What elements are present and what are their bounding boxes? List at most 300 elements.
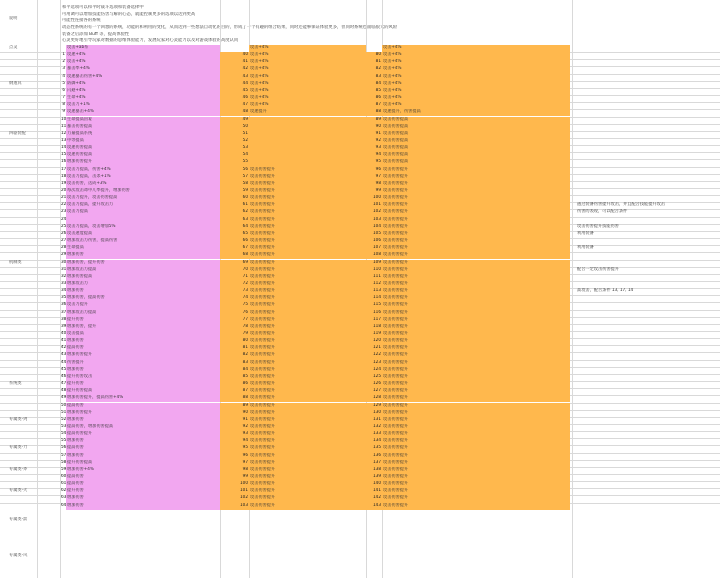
cell-h: 攻击+4% [382, 59, 570, 66]
row-number-right: 86 [366, 95, 382, 102]
row-number-mid: 79 [220, 331, 249, 338]
row-number-right: 134 [366, 438, 382, 445]
row-number-left: 31 [61, 266, 66, 271]
row-number-right: 118 [366, 324, 382, 331]
section-label-sec7: 专属类-刀 [9, 445, 28, 450]
row-number-right: 105 [366, 231, 382, 238]
row-number-mid: 96 [220, 453, 249, 460]
cell-e: 攻击伤害提升 [249, 403, 366, 410]
cell-h: 攻击伤害提升 [382, 417, 570, 424]
top-description [62, 5, 482, 45]
cell-b: 增加伤害提升 [66, 352, 220, 359]
row-number-right: 83 [366, 74, 382, 81]
row-number-left: 18 [61, 173, 66, 178]
row-number-left: 39 [61, 323, 66, 328]
row-number-left: 49 [61, 395, 66, 400]
cell-b: 提升伤害 [66, 488, 220, 495]
row-number-right: 114 [366, 295, 382, 302]
cell-e: 攻击伤害提升 [249, 495, 366, 502]
cell-h: 攻击伤害提升 [382, 195, 570, 202]
row-number-mid: 60 [220, 195, 249, 202]
row-number-mid: 72 [220, 281, 249, 288]
row-number-left: 56 [61, 445, 66, 450]
cell-e: 攻击伤害提升 [249, 217, 366, 224]
cell-h: 攻击伤害提升 [382, 338, 570, 345]
cell-b: 提高伤害 [66, 474, 220, 481]
cell-e: 攻击伤害提升 [249, 424, 366, 431]
cell-h: 攻击伤害提升 [382, 274, 570, 281]
cell-b: 增加伤害，提升伤害 [66, 260, 220, 267]
row-number-left: 5 [62, 80, 65, 85]
cell-b: 增加伤害 [66, 288, 220, 295]
row-number-mid: 97 [220, 460, 249, 467]
row-number-left: 62 [61, 488, 66, 493]
row-number-mid: 43 [220, 74, 249, 81]
cell-e: 攻击伤害提升 [249, 474, 366, 481]
cell-h: 攻击伤害提升 [382, 224, 570, 231]
cell-b: 增加伤害 [66, 503, 220, 510]
cell-e: 攻击伤害提升 [249, 267, 366, 274]
cell-b: 生命+4% [66, 95, 220, 102]
row-number-mid: 92 [220, 424, 249, 431]
row-number-mid: 75 [220, 302, 249, 309]
row-number-mid: 48 [220, 109, 249, 116]
cell-h: 攻击伤害提升 [382, 495, 570, 502]
cell-e: 攻击伤害提升 [249, 438, 366, 445]
row-number-mid: 49 [220, 117, 249, 124]
cell-h: 攻击伤害提升 [382, 181, 570, 188]
cell-b: 提高伤害 [66, 445, 220, 452]
cell-b: 暴击率+4% [66, 66, 220, 73]
row-number-left: 13 [61, 137, 66, 142]
cell-h: 攻击伤害提升 [382, 352, 570, 359]
row-number-left: 38 [61, 316, 66, 321]
row-number-right: 98 [366, 181, 382, 188]
cell-b: 攻速暴击+4% [66, 109, 220, 116]
cell-e: 攻击伤害提升 [249, 288, 366, 295]
row-number-mid: 94 [220, 438, 249, 445]
cell-e: 攻击伤害提升 [249, 252, 366, 259]
row-number-right: 122 [366, 352, 382, 359]
row-number-right: 103 [366, 217, 382, 224]
cell-b: 增加攻击力伤害，提高伤害 [66, 238, 220, 245]
row-number-right: 126 [366, 381, 382, 388]
row-number-right: 121 [366, 345, 382, 352]
row-number-mid: 57 [220, 174, 249, 181]
description-line: 装备之后添加 Buff 等，提高体验性 [62, 31, 130, 37]
cell-b [66, 217, 220, 224]
row-number-right: 92 [366, 138, 382, 145]
row-number-left: 42 [61, 345, 66, 350]
section-label-sec9: 专属类-火 [9, 488, 28, 493]
row-number-mid: 86 [220, 381, 249, 388]
header-cell-e: 攻击+4% [249, 45, 366, 52]
cell-e: 攻击伤害提升 [249, 431, 366, 438]
row-number-right: 132 [366, 424, 382, 431]
cell-h: 攻击+4% [382, 66, 570, 73]
row-number-mid: 63 [220, 217, 249, 224]
cell-e: 攻击伤害提升 [249, 324, 366, 331]
cell-h: 攻击伤害提升 [382, 174, 570, 181]
row-number-left: 19 [61, 180, 66, 185]
cell-b: 提高伤害，增加伤害提高 [66, 424, 220, 431]
cell-b: 提升伤害提高 [66, 388, 220, 395]
cell-b: 增加伤害+4% [66, 467, 220, 474]
cell-b: 每次攻击命中几率提升，增加伤害 [66, 188, 220, 195]
cell-b: 防御+4% [66, 81, 220, 88]
cell-e: 攻击伤害提升 [249, 360, 366, 367]
cell-h: 攻击伤害提升 [382, 395, 570, 402]
cell-b: 攻击力提高 [66, 209, 220, 216]
row-number-right: 124 [366, 367, 382, 374]
row-number-left: 63 [61, 495, 66, 500]
cell-e: 攻击伤害提升 [249, 238, 366, 245]
cell-b: 增加伤害 [66, 367, 220, 374]
cell-e: 攻击+4% [249, 66, 366, 73]
row-number-left: 30 [61, 259, 66, 264]
cell-e: 攻击伤害提升 [249, 209, 366, 216]
row-number-mid: 66 [220, 238, 249, 245]
row-number-right: 106 [366, 238, 382, 245]
cell-b: 力量提高系统 [66, 131, 220, 138]
note-text: 攻击伤害提升技能伤害 [577, 223, 619, 228]
cell-h: 攻击伤害提升 [382, 403, 570, 410]
section-label-sec10: 专属类-箭 [9, 516, 28, 521]
cell-b: 暴击伤害提高 [66, 124, 220, 131]
cell-b: 增加攻击力提高 [66, 310, 220, 317]
cell-b: 提高伤害提升 [66, 431, 220, 438]
cell-h: 攻击伤害提升 [382, 503, 570, 510]
cell-e: 攻击伤害提升 [249, 245, 366, 252]
cell-b: 攻速伤害提高 [66, 145, 220, 152]
section-label-sec8: 专属类-斧 [9, 466, 28, 471]
cell-h: 攻击伤害提升 [382, 324, 570, 331]
row-number-left: 52 [61, 416, 66, 421]
row-number-left: 8 [62, 102, 65, 107]
row-number-mid: 93 [220, 431, 249, 438]
row-number-left: 35 [61, 295, 66, 300]
cell-h: 攻击伤害提升 [382, 467, 570, 474]
row-number-mid: 80 [220, 338, 249, 345]
cell-h: 攻击伤害提升 [382, 217, 570, 224]
cell-e: 攻击伤害提升 [249, 453, 366, 460]
cell-h: 攻击伤害提升 [382, 302, 570, 309]
cell-b: 攻击提高 [66, 331, 220, 338]
row-number-left: 2 [62, 59, 65, 64]
cell-h: 攻击伤害提升 [382, 188, 570, 195]
row-number-right: 108 [366, 252, 382, 259]
row-number-right: 111 [366, 274, 382, 281]
row-number-left: 9 [62, 109, 65, 114]
section-label-sec6: 专属类-剑 [9, 416, 28, 421]
section-label-sec4: 机制类 [9, 259, 22, 264]
note-text: 通过装备伤害提升攻击，并且配合技能提升攻击 [577, 202, 665, 207]
row-number-mid: 65 [220, 231, 249, 238]
cell-e: 攻击伤害提升 [249, 503, 366, 510]
cell-b: 攻速+4% [66, 52, 220, 59]
row-number-mid: 100 [220, 481, 249, 488]
cell-b: 增加伤害提升 [66, 159, 220, 166]
cell-b: 攻击速度提高 [66, 231, 220, 238]
cell-h: 攻击伤害提升 [382, 345, 570, 352]
row-number-mid: 82 [220, 352, 249, 359]
cell-h: 攻击伤害提高 [382, 152, 570, 159]
row-number-right: 88 [366, 109, 382, 116]
cell-e: 攻击+4% [249, 81, 366, 88]
row-number-right: 81 [366, 59, 382, 66]
row-number-mid: 89 [220, 403, 249, 410]
cell-b: 提高伤害 [66, 345, 220, 352]
row-number-mid: 90 [220, 410, 249, 417]
cell-h: 攻击伤害提升 [382, 245, 570, 252]
cell-h: 攻击伤害提升 [382, 209, 570, 216]
cell-h: 攻击伤害提升 [382, 453, 570, 460]
cell-b: 攻击伤害，达成+3% [66, 181, 220, 188]
cell-b: 提升伤害提高 [66, 460, 220, 467]
cell-b: 增加攻击力提高 [66, 267, 220, 274]
note-text: 伤害的表现，可以配合条件 [577, 209, 628, 214]
row-number-left: 25 [61, 223, 66, 228]
row-number-right: 91 [366, 131, 382, 138]
cell-h: 攻击伤害提升 [382, 474, 570, 481]
cell-h: 攻击伤害提升 [382, 260, 570, 267]
row-number-mid: 59 [220, 188, 249, 195]
row-number-left: 41 [61, 338, 66, 343]
row-number-left: 11 [61, 123, 66, 128]
cell-b: 闪避+4% [66, 88, 220, 95]
row-number-right: 142 [366, 495, 382, 502]
row-number-right: 113 [366, 288, 382, 295]
cell-b: 攻击力提高，击杀+1% [66, 174, 220, 181]
cell-b: 增加伤害提高 [66, 274, 220, 281]
row-number-right: 141 [366, 488, 382, 495]
cell-b: 攻击力提高，提升攻击力 [66, 202, 220, 209]
row-number-mid: 71 [220, 274, 249, 281]
cell-e: 攻击伤害提升 [249, 202, 366, 209]
row-number-right: 127 [366, 388, 382, 395]
row-number-left: 43 [61, 352, 66, 357]
row-number-mid: 102 [220, 495, 249, 502]
cell-h: 攻击+4% [382, 81, 570, 88]
cell-e [249, 124, 366, 131]
cell-h: 攻击+4% [382, 74, 570, 81]
description-line: 可用调可以增加技能伤害与解的心态，就能控制更多的选项以达到更高 [62, 11, 196, 17]
row-number-mid: 68 [220, 252, 249, 259]
row-number-mid: 70 [220, 267, 249, 274]
cell-b: 提高伤害 [66, 481, 220, 488]
cell-e: 攻击+4% [249, 74, 366, 81]
cell-h: 攻击伤害提升 [382, 238, 570, 245]
row-number-mid: 101 [220, 488, 249, 495]
row-number-left: 53 [61, 423, 66, 428]
row-number-right: 133 [366, 431, 382, 438]
row-number-mid: 81 [220, 345, 249, 352]
row-number-mid: 91 [220, 417, 249, 424]
cell-e: 攻击+4% [249, 88, 366, 95]
cell-h: 攻击伤害提升 [382, 288, 570, 295]
row-number-left: 7 [62, 95, 65, 100]
row-number-left: 23 [61, 209, 66, 214]
cell-e: 攻击伤害提升 [249, 417, 366, 424]
row-number-right: 140 [366, 481, 382, 488]
row-number-right: 94 [366, 152, 382, 159]
note-text: 配合一定攻击伤害提升 [577, 266, 619, 271]
cell-h: 攻击伤害提升 [382, 360, 570, 367]
row-number-left: 44 [61, 359, 66, 364]
cell-e: 攻击伤害提升 [249, 338, 366, 345]
description-line: 心灵更好地引导玩家对数据的思维体验能力，发展玩家对心灵能力以及对游戏体验的高度认同 [62, 38, 239, 44]
row-number-mid: 76 [220, 310, 249, 317]
cell-h: 攻击伤害提升 [382, 367, 570, 374]
cell-h: 攻击伤害提高 [382, 145, 570, 152]
row-number-left: 14 [61, 145, 66, 150]
row-number-left: 28 [61, 245, 66, 250]
cell-e: 攻击伤害提升 [249, 302, 366, 309]
header-cell-h: 攻击+4% [382, 45, 570, 52]
cell-b: 生命提高 [66, 245, 220, 252]
cell-e: 攻击伤害提升 [249, 281, 366, 288]
row-number-mid: 52 [220, 138, 249, 145]
cell-e: 攻速提升 [249, 109, 366, 116]
cell-h: 攻击伤害提升 [382, 331, 570, 338]
row-number-mid: 41 [220, 59, 249, 66]
row-number-right: 95 [366, 159, 382, 166]
row-number-left: 59 [61, 466, 66, 471]
row-number-left: 47 [61, 381, 66, 386]
note-text: 高攻击，配合条件 13, 17, 14 [577, 288, 634, 293]
row-number-left: 34 [61, 288, 66, 293]
row-number-mid: 55 [220, 159, 249, 166]
cell-b: 攻击力提高，攻击增加5% [66, 224, 220, 231]
cell-h: 攻击伤害提升 [382, 310, 570, 317]
row-number-mid: 103 [220, 503, 249, 510]
cell-h: 攻击伤害提升 [382, 295, 570, 302]
section-label-sec11: 专属类-风 [9, 552, 28, 557]
cell-e [249, 117, 366, 124]
cell-b: 提升伤害攻击 [66, 374, 220, 381]
cell-b: 伤害提升 [66, 360, 220, 367]
cell-h: 攻速提升，伤害提高 [382, 109, 570, 116]
row-number-right: 99 [366, 188, 382, 195]
cell-b: 增加伤害提升，提高伤害+4% [66, 395, 220, 402]
row-number-right: 80 [366, 52, 382, 59]
cell-b: 增加伤害 [66, 453, 220, 460]
row-number-mid: 95 [220, 445, 249, 452]
row-number-left: 12 [61, 130, 66, 135]
row-number-left: 10 [61, 116, 66, 121]
cell-e: 攻击伤害提升 [249, 388, 366, 395]
cell-h: 攻击伤害提升 [382, 252, 570, 259]
row-number-right: 120 [366, 338, 382, 345]
row-number-left: 15 [61, 152, 66, 157]
row-number-right: 100 [366, 195, 382, 202]
cell-e [249, 131, 366, 138]
row-number-mid: 62 [220, 209, 249, 216]
row-number-right: 84 [366, 81, 382, 88]
cell-e [249, 152, 366, 159]
cell-e: 攻击伤害提升 [249, 231, 366, 238]
cell-e: 攻击伤害提升 [249, 224, 366, 231]
cell-e: 攻击伤害提升 [249, 381, 366, 388]
cell-h: 攻击伤害提升 [382, 202, 570, 209]
row-number-mid: 50 [220, 124, 249, 131]
cell-e: 攻击伤害提升 [249, 467, 366, 474]
cell-e: 攻击伤害提升 [249, 195, 366, 202]
row-number-left: 48 [61, 388, 66, 393]
row-number-mid: 44 [220, 81, 249, 88]
row-number-mid: 54 [220, 152, 249, 159]
cell-b: 提高伤害 [66, 403, 220, 410]
row-number-right: 128 [366, 395, 382, 402]
cell-h: 攻击伤害提升 [382, 438, 570, 445]
row-number-right: 125 [366, 374, 382, 381]
row-number-left: 22 [61, 202, 66, 207]
cell-b: 攻击+4% [66, 59, 220, 66]
row-number-right: 129 [366, 403, 382, 410]
cell-b: 中等提高 [66, 138, 220, 145]
cell-e: 攻击伤害提升 [249, 181, 366, 188]
row-number-mid: 74 [220, 295, 249, 302]
cell-h: 攻击+4% [382, 95, 570, 102]
row-number-mid: 73 [220, 288, 249, 295]
cell-e: 攻击+4% [249, 102, 366, 109]
cell-h: 攻击伤害提升 [382, 374, 570, 381]
row-number-mid: 83 [220, 360, 249, 367]
row-number-right: 109 [366, 260, 382, 267]
section-label-sec1: 点灵 [9, 45, 18, 49]
cell-b: 增加伤害 [66, 495, 220, 502]
cell-h: 攻击+4% [382, 52, 570, 59]
cell-h: 攻击伤害提高 [382, 138, 570, 145]
row-number-right: 131 [366, 417, 382, 424]
row-number-right: 135 [366, 445, 382, 452]
cell-e: 攻击伤害提升 [249, 395, 366, 402]
cell-h: 攻击伤害提升 [382, 231, 570, 238]
row-number-right: 89 [366, 117, 382, 124]
row-number-left: 37 [61, 309, 66, 314]
row-number-right: 112 [366, 281, 382, 288]
row-number-left: 36 [61, 302, 66, 307]
row-number-right: 93 [366, 145, 382, 152]
row-number-mid: 77 [220, 317, 249, 324]
row-number-left: 32 [61, 273, 66, 278]
row-number-mid: 58 [220, 181, 249, 188]
cell-h: 攻击伤害提高 [382, 117, 570, 124]
header-cell-b: 攻击+ab系 [66, 45, 220, 52]
cell-e: 攻击伤害提升 [249, 345, 366, 352]
cell-e: 攻击伤害提升 [249, 374, 366, 381]
cell-e [249, 145, 366, 152]
cell-e: 攻击伤害提升 [249, 445, 366, 452]
row-number-left: 26 [61, 230, 66, 235]
row-number-left: 57 [61, 452, 66, 457]
row-number-left: 24 [61, 216, 66, 221]
row-number-right: 107 [366, 245, 382, 252]
cell-b: 增加攻击力 [66, 281, 220, 288]
row-number-left: 58 [61, 459, 66, 464]
cell-e: 攻击伤害提升 [249, 352, 366, 359]
cell-h: 攻击伤害提高 [382, 124, 570, 131]
cell-e [249, 138, 366, 145]
row-number-left: 40 [61, 331, 66, 335]
row-number-right: 101 [366, 202, 382, 209]
row-number-right: 136 [366, 453, 382, 460]
row-number-right: 137 [366, 460, 382, 467]
section-label-desc: 说明 [9, 16, 18, 20]
cell-h: 攻击伤害提高 [382, 131, 570, 138]
row-number-left: 27 [61, 238, 66, 243]
cell-e [249, 159, 366, 166]
